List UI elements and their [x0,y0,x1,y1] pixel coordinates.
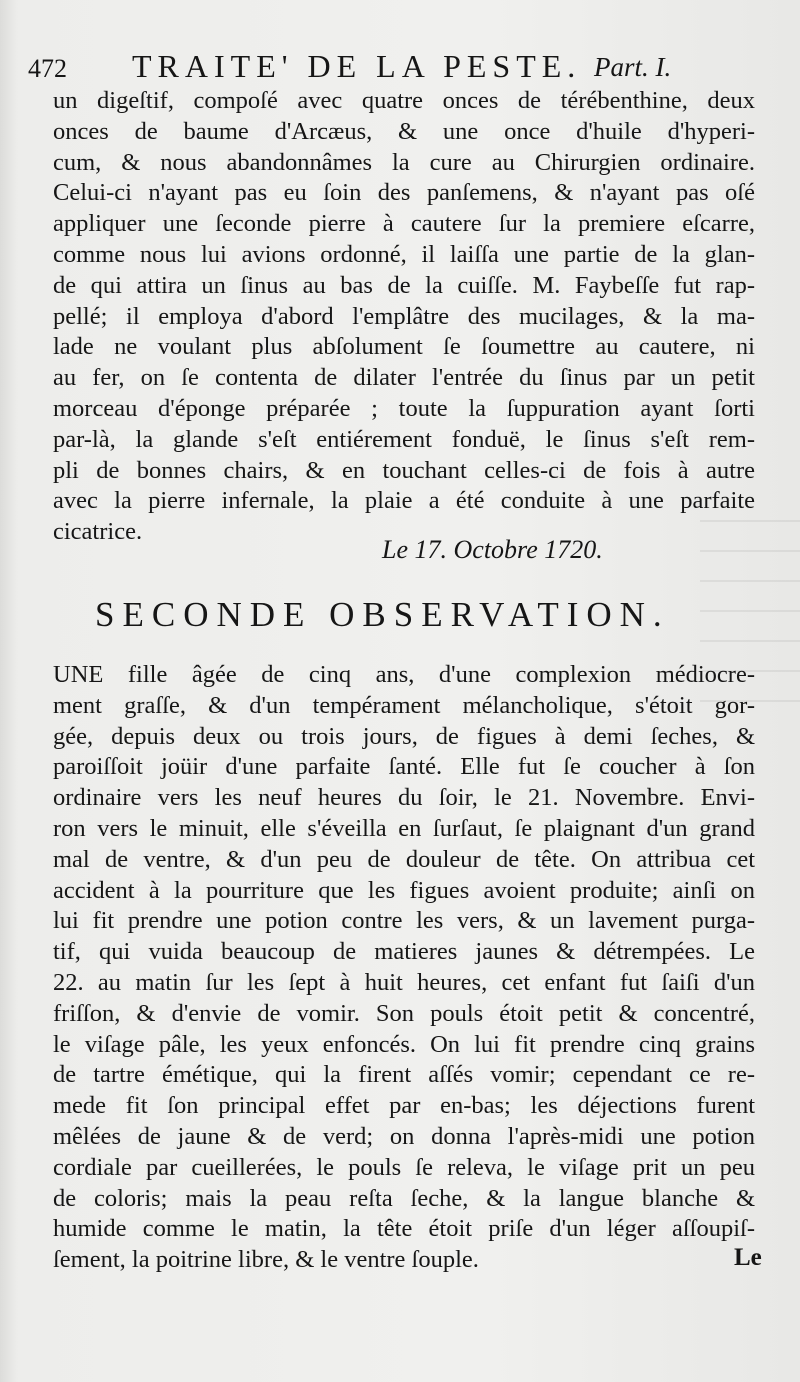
page-number: 472 [28,54,67,83]
text-line: ſement, la poitrine libre, & le ventre ſouple. [53,1246,479,1274]
running-title: TRAITE' DE LA PESTE. [132,48,582,84]
text-line: pellé; il employa d'abord l'emplâtre des mucilages, & la ma- [53,302,755,330]
text-line: pli de bonnes chairs, & en touchant celles-ci de fois à autre [53,456,755,484]
text-line: lui fit prendre une potion contre les vers, & un lavement purga- [53,907,755,935]
text-line: 22. au matin ſur les ſept à huit heures, cet enfant fut ſaiſi d'un [53,968,755,996]
text-line: de tartre émétique, qui la firent aſſés vomir; cependant ce re- [53,1061,755,1089]
text-line: le viſage pâle, les yeux enfoncés. On lui fit prendre cinq grains [53,1030,755,1058]
text-line: mede fit ſon principal effet par en-bas; les déjections furent [53,1092,755,1120]
text-line: tif, qui vuida beaucoup de matieres jaunes & détrempées. Le [53,938,755,966]
text-line: de qui attira un ſinus au bas de la cuiſſe. M. Faybeſſe fut rap- [53,271,755,299]
paragraph-continuation [53,86,755,548]
text-line: mêlées de jaune & de verd; on donna l'après-midi une potion [53,1122,755,1150]
paragraph-observation [53,660,755,1276]
text-line: un digeſtif, compoſé avec quatre onces de térébenthine, deux [53,87,755,114]
text-line: ron vers le minuit, elle s'éveilla en ſurſaut, ſe plaignant d'un grand [53,814,755,842]
text-line: ordinaire vers les neuf heures du ſoir, le 21. Novembre. Envi- [53,784,755,812]
text-line: lade ne voulant plus abſolument ſe ſoumettre au cautere, ni [53,333,755,361]
text-line: UNE fille âgée de cinq ans, d'une complexion médiocre- [53,661,755,688]
text-line: morceau d'éponge préparée ; toute la ſuppuration ayant ſorti [53,394,755,422]
dateline: Le 17. Octobre 1720. [382,535,603,564]
text-line: accident à la pourriture que les figues avoient produite; ainſi on [53,876,755,904]
text-line: friſſon, & d'envie de vomir. Son pouls étoit petit & concentré, [53,999,755,1027]
text-line: onces de baume d'Arcæus, & une once d'huile d'hyperi- [53,117,755,145]
text-line: ment graſſe, & d'un tempérament mélancholique, s'étoit gor- [53,691,755,719]
text-line: appliquer une ſeconde pierre à cautere ſur la premiere eſcarre, [53,210,755,238]
text-line: cum, & nous abandonnâmes la cure au Chirurgien ordinaire. [53,148,755,176]
section-heading: SECONDE OBSERVATION. [95,595,670,634]
catchword: Le [734,1244,762,1271]
text-line: paroiſſoit joüir d'une parfaite ſanté. Elle fut ſe coucher à ſon [53,753,755,781]
running-part: Part. I. [594,52,672,82]
text-line: Celui-ci n'ayant pas eu ſoin des panſemens, & n'ayant pas oſé [53,179,755,207]
text-line: cordiale par cueillerées, le pouls ſe releva, le viſage prit un peu [53,1153,755,1181]
text-line: avec la pierre infernale, la plaie a été conduite à une parfaite [53,487,755,515]
text-line: comme nous lui avions ordonné, il laiſſa une partie de la glan- [53,240,755,268]
text-line: mal de ventre, & d'un peu de douleur de tête. On attribua cet [53,845,755,873]
text-line: de coloris; mais la peau reſta ſeche, & la langue blanche & [53,1184,755,1212]
text-line: par-là, la glande s'eſt entiérement fonduë, le ſinus s'eſt rem- [53,425,755,453]
text-line: humide comme le matin, la tête étoit priſe d'un léger aſſoupiſ- [53,1215,755,1243]
text-line: cicatrice. [53,518,143,546]
text-line: au fer, on ſe contenta de dilater l'entrée du ſinus par un petit [53,364,755,392]
text-line: gée, depuis deux ou trois jours, de figues à demi ſeches, & [53,722,755,750]
